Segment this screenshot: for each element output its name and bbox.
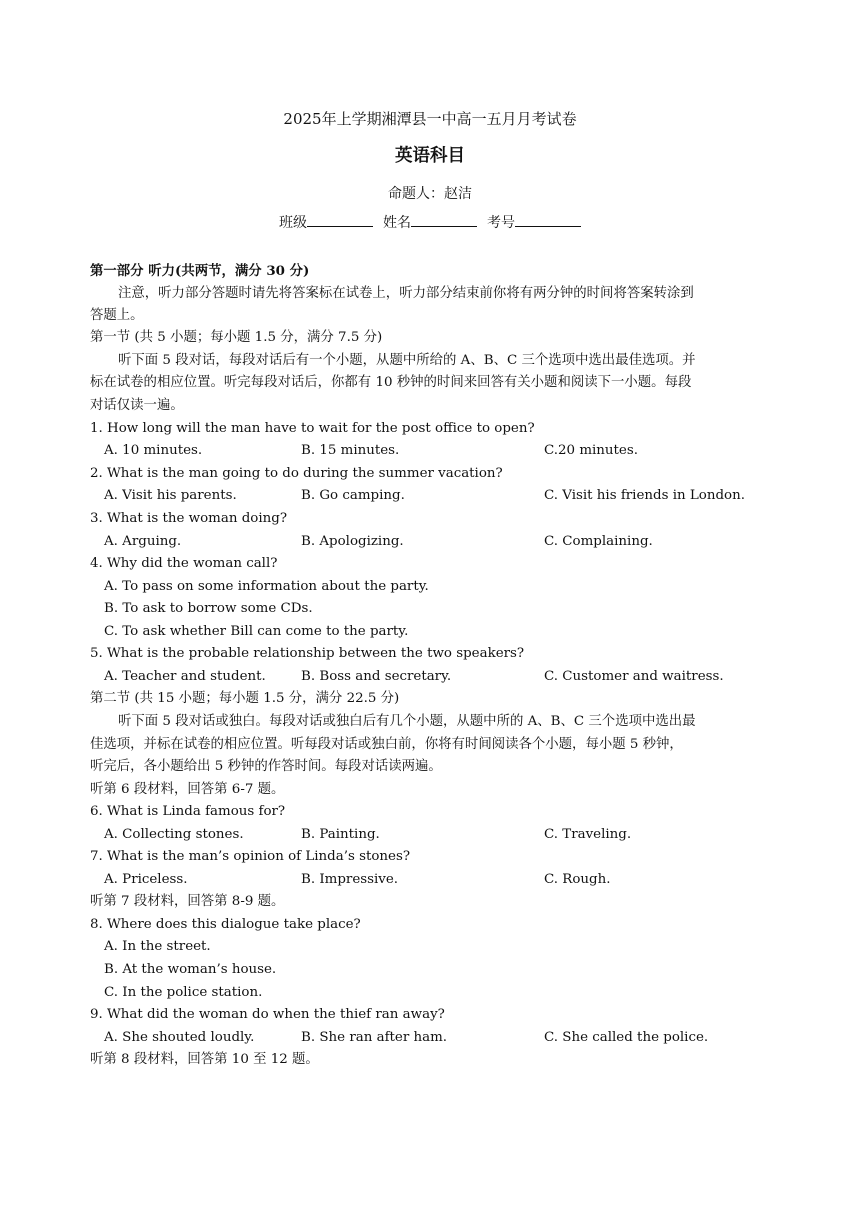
option-a: A. She shouted loudly. [104, 1030, 255, 1045]
option-b: B. Boss and secretary. [301, 669, 452, 684]
option-a: A. Teacher and student. [104, 669, 266, 684]
option-c: C.20 minutes. [544, 443, 638, 458]
question-stem: 4. Why did the woman call? [90, 556, 278, 571]
section2-instr-line1: 听下面 5 段对话或独白。每段对话或独白后有几个小题，从题中所的 A、B、C 三个选项中选出最 [118, 714, 696, 729]
question-stem: 3. What is the woman doing? [90, 511, 288, 526]
section2-heading: 第二节 (共 15 小题；每小题 1.5 分，满分 22.5 分) [90, 691, 400, 706]
option-b: B. At the woman’s house. [104, 962, 277, 977]
student-info-fields [0, 213, 860, 233]
section1-instr-line2: 标在试卷的相应位置。听完每段对话后，你都有 10 秒钟的时间来回答有关小题和阅读下一小题。每段 [90, 375, 692, 390]
field-number-label: 考号 [487, 215, 515, 231]
option-c: C. Customer and waitress. [544, 669, 724, 684]
question-stem: 5. What is the probable relationship between the two speakers? [90, 646, 525, 661]
field-number-blank [515, 213, 581, 227]
part1-note-line2: 答题上。 [90, 308, 144, 323]
section2-instr-line3: 听完后，各小题给出 5 秒钟的作答时间。每段对话读两遍。 [90, 759, 442, 774]
subject-title: 英语科目 [395, 146, 465, 166]
option-b: B. Impressive. [301, 872, 399, 887]
option-c: C. Traveling. [544, 827, 632, 842]
question-stem: 8. Where does this dialogue take place? [90, 917, 361, 932]
section2-instr-line2: 佳选项，并标在试卷的相应位置。听每段对话或独白前，你将有时间阅读各个小题，每小题 5 秒钟， [90, 737, 683, 752]
field-class-label: 班级 [279, 215, 307, 231]
option-c: C. Complaining. [544, 534, 653, 549]
part1-note-line1: 注意，听力部分答题时请先将答案标在试卷上，听力部分结束前你将有两分钟的时间将答案转涂到 [118, 286, 694, 301]
option-a: A. To pass on some information about the party. [104, 579, 429, 594]
question-stem: 9. What did the woman do when the thief ran away? [90, 1007, 445, 1022]
option-c: C. Rough. [544, 872, 611, 887]
material-7-note: 听第 7 段材料，回答第 8-9 题。 [90, 894, 285, 909]
section1-instr-line3: 对话仅读一遍。 [90, 398, 184, 413]
option-a: A. 10 minutes. [104, 443, 203, 458]
option-b: B. Go camping. [301, 488, 405, 503]
question-stem: 1. How long will the man have to wait for the post office to open? [90, 421, 535, 436]
setter-line: 命题人：赵洁 [388, 186, 472, 202]
exam-title: 2025年上学期湘潭县一中高一五月月考试卷 [283, 110, 577, 128]
option-c: C. To ask whether Bill can come to the party. [104, 624, 409, 639]
question-stem: 7. What is the man’s opinion of Linda’s stones? [90, 849, 411, 864]
option-a: A. Priceless. [104, 872, 188, 887]
material-6-note: 听第 6 段材料，回答第 6-7 题。 [90, 782, 285, 797]
option-a: A. Arguing. [104, 534, 182, 549]
field-class-blank [307, 213, 373, 227]
option-c: C. She called the police. [544, 1030, 709, 1045]
option-b: B. 15 minutes. [301, 443, 400, 458]
material-8-note: 听第 8 段材料，回答第 10 至 12 题。 [90, 1052, 319, 1067]
question-stem: 6. What is Linda famous for? [90, 804, 286, 819]
part1-heading: 第一部分 听力(共两节，满分 30 分) [90, 263, 310, 279]
question-stem: 2. What is the man going to do during the summer vacation? [90, 466, 503, 481]
option-a: A. Visit his parents. [104, 488, 237, 503]
option-a: A. In the street. [104, 939, 211, 954]
option-a: A. Collecting stones. [104, 827, 244, 842]
option-c: C. Visit his friends in London. [544, 488, 745, 503]
option-b: B. She ran after ham. [301, 1030, 448, 1045]
field-name-label: 姓名 [383, 215, 411, 231]
option-b: B. Apologizing. [301, 534, 404, 549]
option-b: B. To ask to borrow some CDs. [104, 601, 313, 616]
section1-instr-line1: 听下面 5 段对话，每段对话后有一个小题，从题中所给的 A、B、C 三个选项中选出最佳选项。并 [118, 353, 696, 368]
section1-heading: 第一节 (共 5 小题；每小题 1.5 分，满分 7.5 分) [90, 330, 383, 345]
field-name-blank [411, 213, 477, 227]
option-c: C. In the police station. [104, 985, 263, 1000]
option-b: B. Painting. [301, 827, 380, 842]
